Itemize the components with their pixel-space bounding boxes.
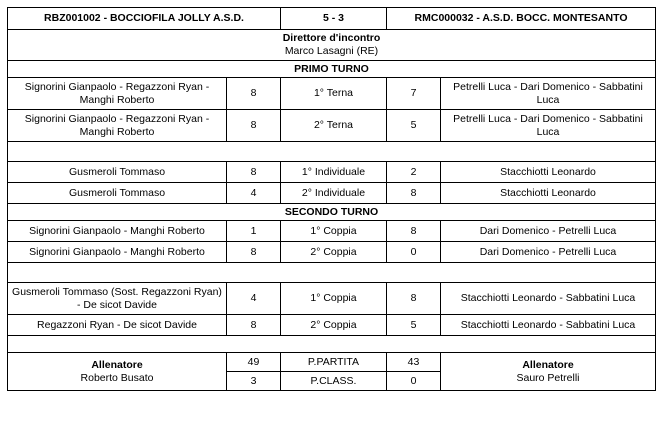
home-coach-cell [8,353,227,391]
away-score: 0 [387,242,441,263]
director-name: Marco Lasagni (RE) [284,45,379,57]
game-label: 1° Terna [281,78,387,110]
game-label: 2° Coppia [281,315,387,336]
table-row [8,78,656,110]
table-row [8,110,656,142]
home-punti-partita: 49 [227,353,281,372]
home-players: Regazzoni Ryan - De sicot Davide [8,315,227,336]
away-players: Dari Domenico - Petrelli Luca [441,221,656,242]
section-row-primo-turno [8,61,656,78]
spacer-row [8,263,656,283]
away-score: 5 [387,110,441,142]
home-coach-label: Allenatore [91,358,143,371]
totals-row-partita [8,353,656,372]
section-row-secondo-turno [8,204,656,221]
home-players: Signorini Gianpaolo - Regazzoni Ryan - Manghi Roberto [8,110,227,142]
punti-classifica-label: P.CLASS. [281,372,387,391]
spacer-row [8,142,656,162]
home-players: Signorini Gianpaolo - Manghi Roberto [8,221,227,242]
away-punti-partita: 43 [387,353,441,372]
table-row [8,283,656,315]
away-score: 7 [387,78,441,110]
home-players: Signorini Gianpaolo - Manghi Roberto [8,242,227,263]
game-label: 2° Coppia [281,242,387,263]
home-punti-classifica: 3 [227,372,281,391]
away-players: Stacchiotti Leonardo - Sabbatini Luca [441,315,656,336]
away-score: 8 [387,183,441,204]
away-score: 5 [387,315,441,336]
section-title-primo-turno: PRIMO TURNO [8,61,656,78]
director-cell [8,30,656,61]
game-label: 1° Coppia [281,221,387,242]
home-score: 8 [227,315,281,336]
home-coach-name: Roberto Busato [80,371,154,384]
home-score: 8 [227,110,281,142]
away-players: Dari Domenico - Petrelli Luca [441,242,656,263]
away-coach-label: Allenatore [522,358,574,371]
match-result: 5 - 3 [281,8,387,30]
away-score: 8 [387,283,441,315]
away-team: RMC000032 - A.S.D. BOCC. MONTESANTO [387,8,656,30]
game-label: 1° Individuale [281,162,387,183]
table-row [8,221,656,242]
match-report-table [7,7,656,391]
home-score: 8 [227,78,281,110]
director-row [8,30,656,61]
home-score: 8 [227,162,281,183]
away-players: Petrelli Luca - Dari Domenico - Sabbatini Luca [441,78,656,110]
spacer-row [8,336,656,353]
game-label: 2° Individuale [281,183,387,204]
home-players: Gusmeroli Tommaso (Sost. Regazzoni Ryan) - De sicot Davide [8,283,227,315]
away-players: Stacchiotti Leonardo [441,162,656,183]
away-score: 2 [387,162,441,183]
home-players: Gusmeroli Tommaso [8,162,227,183]
home-score: 4 [227,283,281,315]
away-punti-classifica: 0 [387,372,441,391]
section-title-secondo-turno: SECONDO TURNO [8,204,656,221]
punti-partita-label: P.PARTITA [281,353,387,372]
spacer-cell [8,142,656,162]
home-players: Signorini Gianpaolo - Regazzoni Ryan - Manghi Roberto [8,78,227,110]
table-row [8,315,656,336]
away-players: Stacchiotti Leonardo - Sabbatini Luca [441,283,656,315]
table-row [8,162,656,183]
home-score: 8 [227,242,281,263]
director-label: Direttore d'incontro [282,32,381,44]
home-players: Gusmeroli Tommaso [8,183,227,204]
home-score: 1 [227,221,281,242]
away-players: Stacchiotti Leonardo [441,183,656,204]
away-coach-name: Sauro Petrelli [516,371,580,384]
away-coach-cell [441,353,656,391]
game-label: 2° Terna [281,110,387,142]
game-label: 1° Coppia [281,283,387,315]
header-row [8,8,656,30]
away-score: 8 [387,221,441,242]
away-players: Petrelli Luca - Dari Domenico - Sabbatini Luca [441,110,656,142]
table-row [8,183,656,204]
table-row [8,242,656,263]
home-team: RBZ001002 - BOCCIOFILA JOLLY A.S.D. [8,8,281,30]
home-score: 4 [227,183,281,204]
spacer-cell [8,263,656,283]
spacer-cell [8,336,656,353]
